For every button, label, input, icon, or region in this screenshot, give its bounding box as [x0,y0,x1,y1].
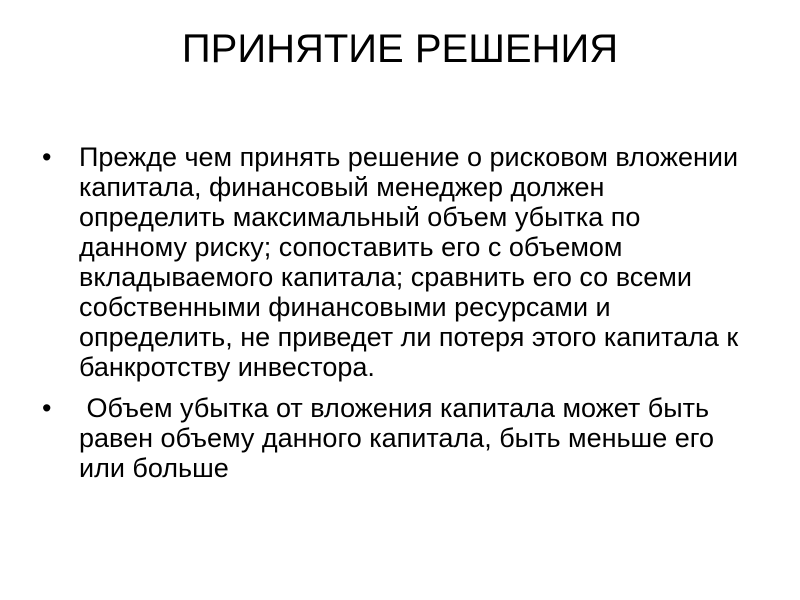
bullet-list [42,142,748,494]
bullet-icon: • [42,393,52,423]
bullet-item-2 [42,393,748,483]
bullet-text: Прежде чем принять решение о рисковом вложении капитала, финансовый менеджер должен определить максимальный объем убытка по данному риску; сопоставить его с объемом вкладываемого капитала; сравнить его со всеми собственными финансовыми ресурсами и определить, не приведет ли потеря этого капитала к банкротству инвестора. [79,142,746,382]
slide-title: ПРИНЯТИЕ РЕШЕНИЯ [181,27,619,71]
bullet-item-1 [42,142,748,382]
bullet-text: Объем убытка от вложения капитала может быть равен объему данного капитала, быть меньше его или больше [79,393,722,483]
bullet-icon: • [42,142,52,172]
